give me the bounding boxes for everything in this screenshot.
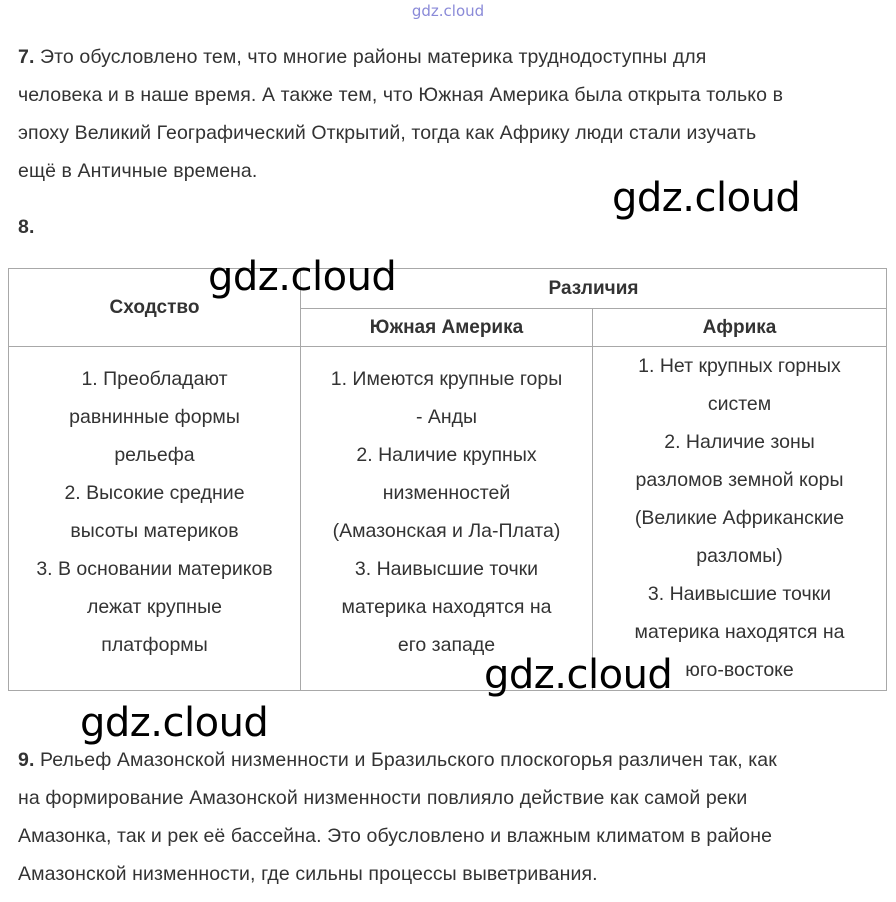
cell-line: разломы): [696, 545, 783, 567]
answer-9-line: Амазонской низменности, где сильны процессы выветривания.: [18, 863, 598, 885]
answer-9: [18, 741, 880, 893]
watermark: gdz.cloud: [208, 254, 397, 300]
header-south-america: Южная Америка: [301, 309, 593, 347]
cell-line: 2. Наличие крупных: [356, 444, 537, 466]
cell-line: 1. Имеются крупные горы: [330, 368, 563, 390]
cell-line: 3. В основании материков: [36, 558, 273, 580]
answer-7-text: Это обусловлено тем, что многие районы материка труднодоступны для: [40, 46, 707, 68]
similarity-cell: [9, 347, 301, 691]
africa-cell: [593, 347, 887, 691]
answer-7-line: эпоху Великий Географический Открытий, тогда как Африку люди стали изучать: [18, 122, 757, 144]
answer-9-line: [18, 741, 880, 779]
cell-line: 2. Наличие зоны: [664, 431, 815, 453]
watermark: gdz.cloud: [80, 700, 269, 746]
cell-line: равнинные формы: [69, 406, 240, 428]
header-similarity: Сходство: [9, 269, 301, 347]
top-watermark: gdz.cloud: [411, 2, 485, 20]
watermark: gdz.cloud: [484, 652, 673, 698]
cell-line: 1. Нет крупных горных: [638, 355, 841, 377]
cell-line: высоты материков: [70, 520, 239, 542]
cell-line: разломов земной коры: [635, 469, 844, 491]
cell-line: 3. Наивысшие точки: [647, 583, 832, 605]
south-america-cell: [301, 347, 593, 691]
answer-7: [18, 38, 880, 190]
answer-9-line: на формирование Амазонской низменности повлияло действие как самой реки: [18, 787, 748, 809]
cell-line: (Амазонская и Ла-Плата): [332, 520, 561, 542]
cell-line: рельефа: [114, 444, 195, 466]
answer-9-text: Рельеф Амазонской низменности и Бразильского плоскогорья различен так, как: [40, 749, 777, 771]
cell-line: (Великие Африканские: [634, 507, 845, 529]
cell-line: систем: [707, 393, 772, 415]
cell-line: 2. Высокие средние: [64, 482, 245, 504]
header-differences: Различия: [301, 269, 887, 309]
answer-7-line: ещё в Античные времена.: [18, 160, 258, 182]
answer-7-line: человека и в наше время. А также тем, что Южная Америка была открыта только в: [18, 84, 784, 106]
cell-line: его западе: [397, 634, 496, 656]
cell-line: юго-востоке: [685, 659, 794, 681]
comparison-table: [8, 268, 887, 691]
answer-7-line: [18, 38, 880, 76]
watermark: gdz.cloud: [612, 175, 801, 221]
cell-line: платформы: [101, 634, 208, 656]
header-africa: Африка: [593, 309, 887, 347]
answer-9-line: Амазонка, так и рек её бассейна. Это обусловлено и влажным климатом в районе: [18, 825, 773, 847]
cell-line: 3. Наивысшие точки: [354, 558, 539, 580]
cell-line: лежат крупные: [87, 596, 222, 618]
answer-9-number: 9.: [18, 749, 35, 771]
cell-line: - Анды: [415, 406, 478, 428]
cell-line: материка находятся на: [341, 596, 552, 618]
cell-line: низменностей: [382, 482, 511, 504]
answer-8-number: 8.: [18, 216, 35, 238]
cell-line: материка находятся на: [634, 621, 845, 643]
cell-line: 1. Преобладают: [81, 368, 228, 390]
answer-7-number: 7.: [18, 46, 35, 68]
